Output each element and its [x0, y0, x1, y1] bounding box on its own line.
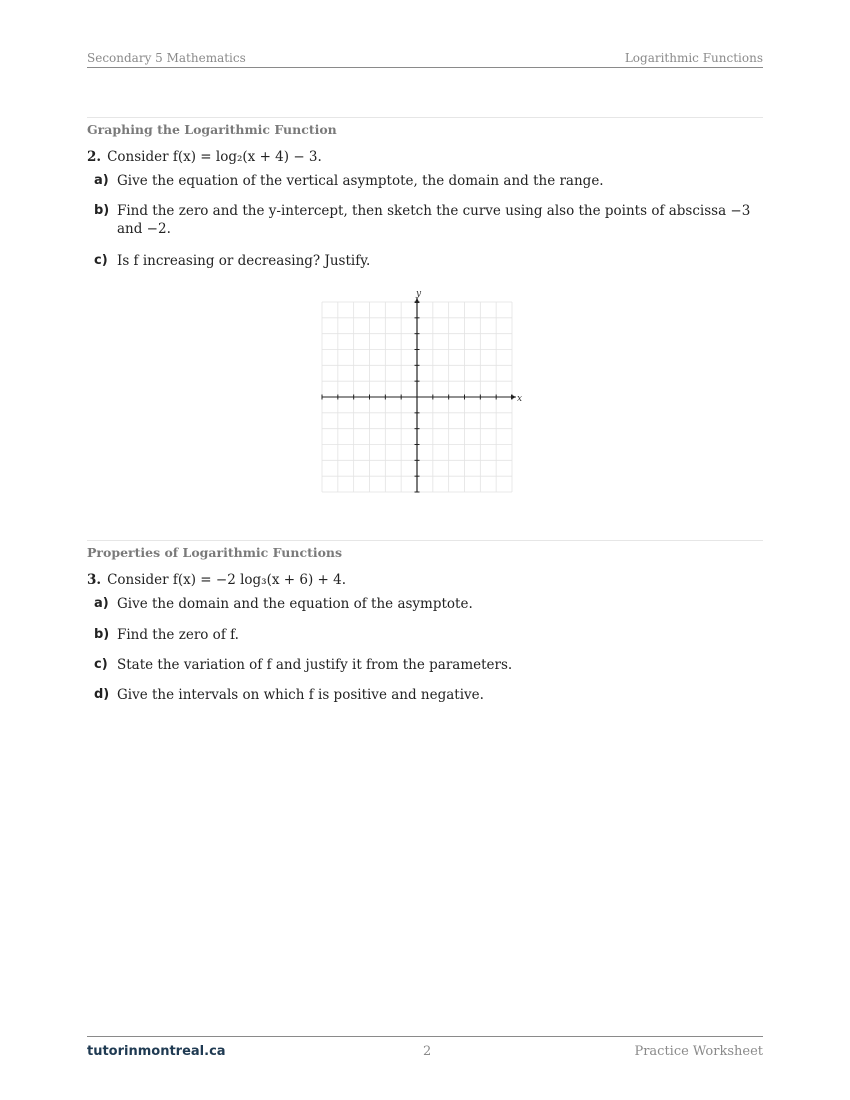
part-label: b) — [94, 203, 110, 218]
problem-statement — [87, 149, 322, 165]
coordinate-grid — [312, 285, 538, 500]
question-part — [94, 252, 764, 270]
part-text: Give the equation of the vertical asymptote, the domain and the range. — [117, 173, 604, 189]
problem-number: 3. — [87, 572, 102, 588]
page-footer — [87, 1036, 763, 1061]
problem-number: 2. — [87, 149, 102, 165]
question-part — [94, 656, 764, 674]
question-part — [94, 626, 764, 644]
part-label: c) — [94, 657, 108, 672]
question-part — [94, 202, 764, 238]
part-text: Is f increasing or decreasing? Justify. — [117, 253, 371, 269]
question-part — [94, 686, 764, 704]
part-label: d) — [94, 687, 110, 702]
header-topic: Logarithmic Functions — [624, 51, 763, 65]
part-label: b) — [94, 627, 110, 642]
page-header — [87, 51, 763, 68]
problem-text: Consider f(x) = −2 log₃(x + 6) + 4. — [107, 572, 347, 588]
problem-statement — [87, 572, 346, 588]
document-type: Practice Worksheet — [634, 1044, 763, 1059]
part-label: a) — [94, 596, 109, 611]
part-text: Give the domain and the equation of the asymptote. — [117, 596, 473, 612]
part-label: c) — [94, 253, 108, 268]
site-link[interactable]: tutorinmontreal.ca — [87, 1044, 226, 1059]
header-course: Secondary 5 Mathematics — [87, 51, 246, 65]
page-number: 2 — [423, 1044, 432, 1059]
part-text: Find the zero and the y-intercept, then sketch the curve using also the points of abscissa −3 and −2. — [117, 203, 751, 237]
question-part — [94, 595, 764, 613]
part-text: Find the zero of f. — [117, 627, 239, 643]
axes — [322, 298, 516, 492]
section-divider — [87, 540, 763, 541]
y-axis-label: y — [416, 289, 422, 299]
problem-text: Consider f(x) = log₂(x + 4) − 3. — [107, 149, 322, 165]
part-label: a) — [94, 173, 109, 188]
section-title: Graphing the Logarithmic Function — [87, 122, 337, 137]
part-text: Give the intervals on which f is positive and negative. — [117, 687, 484, 703]
section-divider — [87, 117, 763, 118]
x-axis-label: x — [517, 394, 523, 404]
question-part — [94, 172, 764, 190]
section-title: Properties of Logarithmic Functions — [87, 545, 343, 560]
part-text: State the variation of f and justify it from the parameters. — [117, 657, 513, 673]
coordinate-grid-svg — [312, 285, 538, 500]
